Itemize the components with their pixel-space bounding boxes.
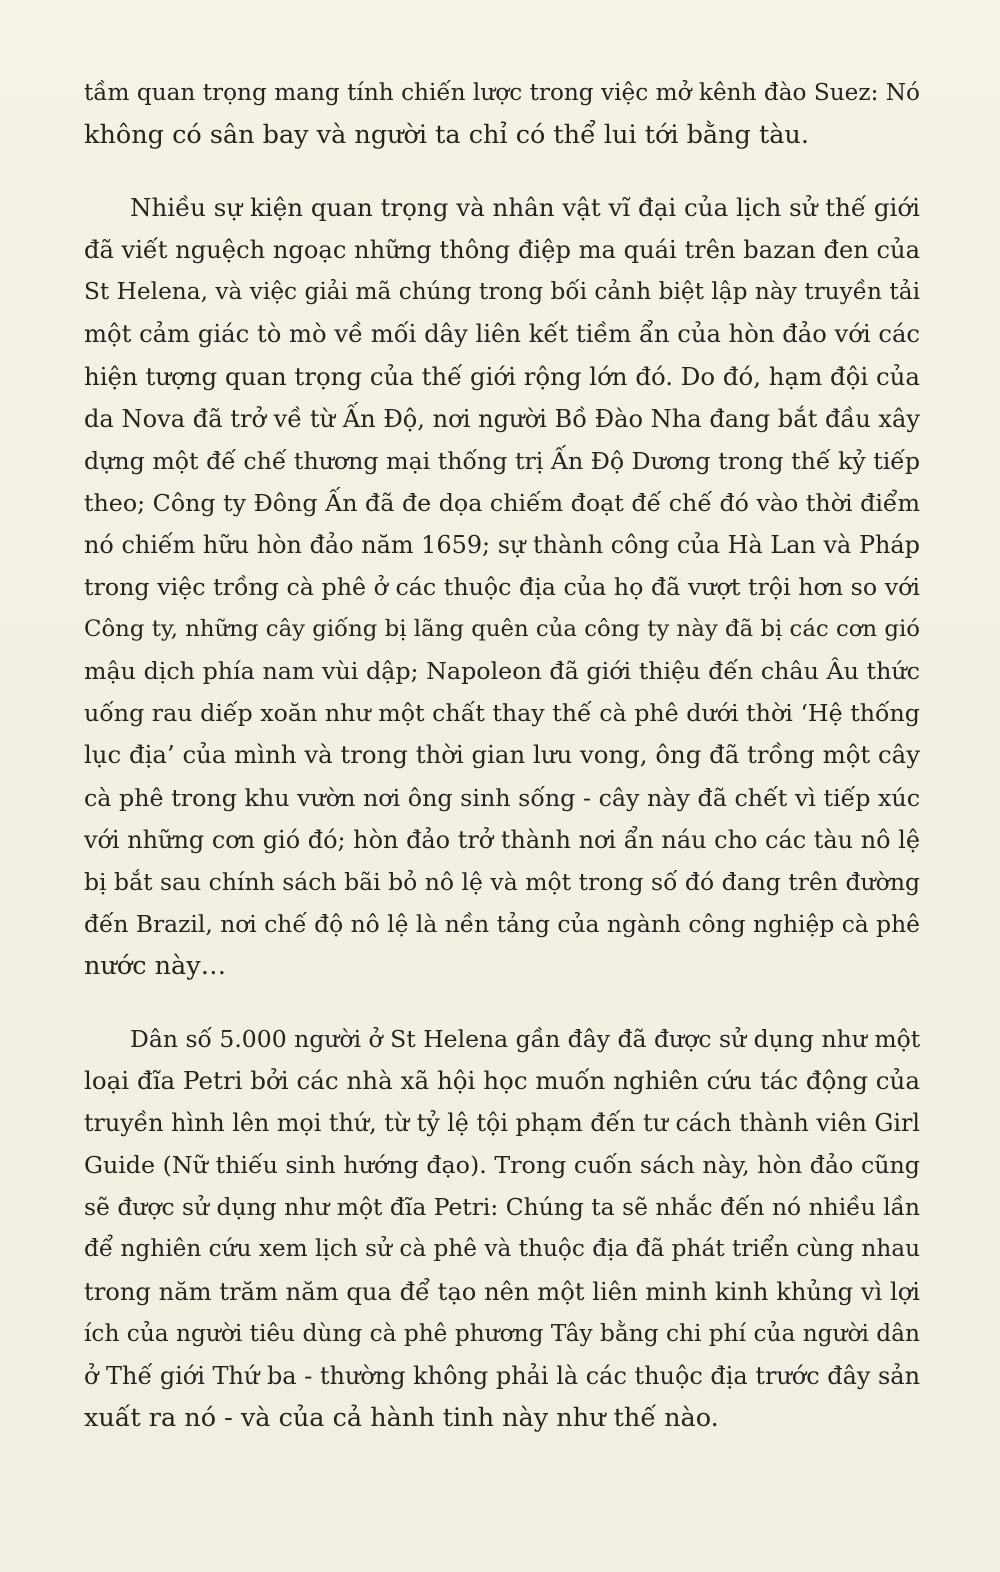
text-line: ở Thế giới Thứ ba - thường không phải là các thuộc địa trước đây sản (84, 1361, 920, 1390)
text-line: truyền hình lên mọi thứ, từ tỷ lệ tội phạm đến tư cách thành viên Girl (84, 1109, 920, 1138)
text-line: da Nova đã trở về từ Ấn Độ, nơi người Bồ Đào Nha đang bắt đầu xây (84, 404, 920, 433)
text-line: theo; Công ty Đông Ấn đã đe dọa chiếm đoạt đế chế đó vào thời điểm (84, 488, 920, 517)
text-line: không có sân bay và người ta chỉ có thể lui tới bằng tàu. (84, 120, 809, 151)
text-line: trong năm trăm năm qua để tạo nên một liên minh kinh khủng vì lợi (84, 1277, 920, 1306)
text-line: dựng một đế chế thương mại thống trị Ấn Độ Dương trong thế kỷ tiếp (84, 446, 920, 475)
text-line: một cảm giác tò mò về mối dây liên kết tiềm ẩn của hòn đảo với các (84, 319, 920, 349)
text-line: đến Brazil, nơi chế độ nô lệ là nền tảng của ngành công nghiệp cà phê (84, 909, 920, 938)
text-line: Nhiều sự kiện quan trọng và nhân vật vĩ đại của lịch sử thế giới (130, 193, 920, 223)
text-line: loại đĩa Petri bởi các nhà xã hội học muốn nghiên cứu tác động của (84, 1066, 920, 1096)
text-line: đã viết nguệch ngoạc những thông điệp ma quái trên bazan đen của (84, 236, 920, 265)
text-line: ích của người tiêu dùng cà phê phương Tây bằng chi phí của người dân (84, 1319, 920, 1347)
text-line: Dân số 5.000 người ở St Helena gần đây đã được sử dụng như một (130, 1024, 921, 1053)
text-line: St Helena, và việc giải mã chúng trong bối cảnh biệt lập này truyền tải (84, 278, 920, 306)
text-line: mậu dịch phía nam vùi dập; Napoleon đã giới thiệu đến châu Âu thức (84, 657, 920, 686)
text-line: bị bắt sau chính sách bãi bỏ nô lệ và một trong số đó đang trên đường (84, 867, 920, 896)
text-line: lục địa’ của mình và trong thời gian lưu vong, ông đã trồng một cây (84, 740, 920, 770)
text-line: sẽ được sử dụng như một đĩa Petri: Chúng ta sẽ nhắc đến nó nhiều lần (84, 1193, 920, 1222)
paragraph-1 (84, 72, 920, 156)
text-line: nước này… (84, 950, 227, 981)
text-line: với những cơn gió đó; hòn đảo trở thành nơi ẩn náu cho các tàu nô lệ (84, 825, 920, 854)
text-line: Guide (Nữ thiếu sinh hướng đạo). Trong cuốn sách này, hòn đảo cũng (84, 1151, 920, 1180)
text-line: trong việc trồng cà phê ở các thuộc địa của họ đã vượt trội hơn so với (84, 573, 920, 602)
body-text (84, 72, 920, 1439)
text-line: xuất ra nó - và của cả hành tinh này như thế nào. (84, 1402, 719, 1433)
text-line: cà phê trong khu vườn nơi ông sinh sống - cây này đã chết vì tiếp xúc (84, 783, 920, 812)
text-line: hiện tượng quan trọng của thế giới rộng lớn đó. Do đó, hạm đội của (84, 361, 920, 391)
text-line: uống rau diếp xoăn như một chất thay thế cà phê dưới thời ‘Hệ thống (84, 699, 920, 728)
text-line: nó chiếm hữu hòn đảo năm 1659; sự thành công của Hà Lan và Pháp (84, 530, 920, 559)
paragraph-2 (84, 187, 920, 987)
text-line: Công ty, những cây giống bị lãng quên của công ty này đã bị các cơn gió (84, 616, 920, 643)
text-line: tầm quan trọng mang tính chiến lược trong việc mở kênh đào Suez: Nó (84, 79, 920, 106)
paragraph-gap (84, 156, 920, 187)
paragraph-gap (84, 987, 920, 1018)
paragraph-3 (84, 1018, 920, 1439)
text-line: để nghiên cứu xem lịch sử cà phê và thuộc địa đã phát triển cùng nhau (84, 1235, 921, 1263)
